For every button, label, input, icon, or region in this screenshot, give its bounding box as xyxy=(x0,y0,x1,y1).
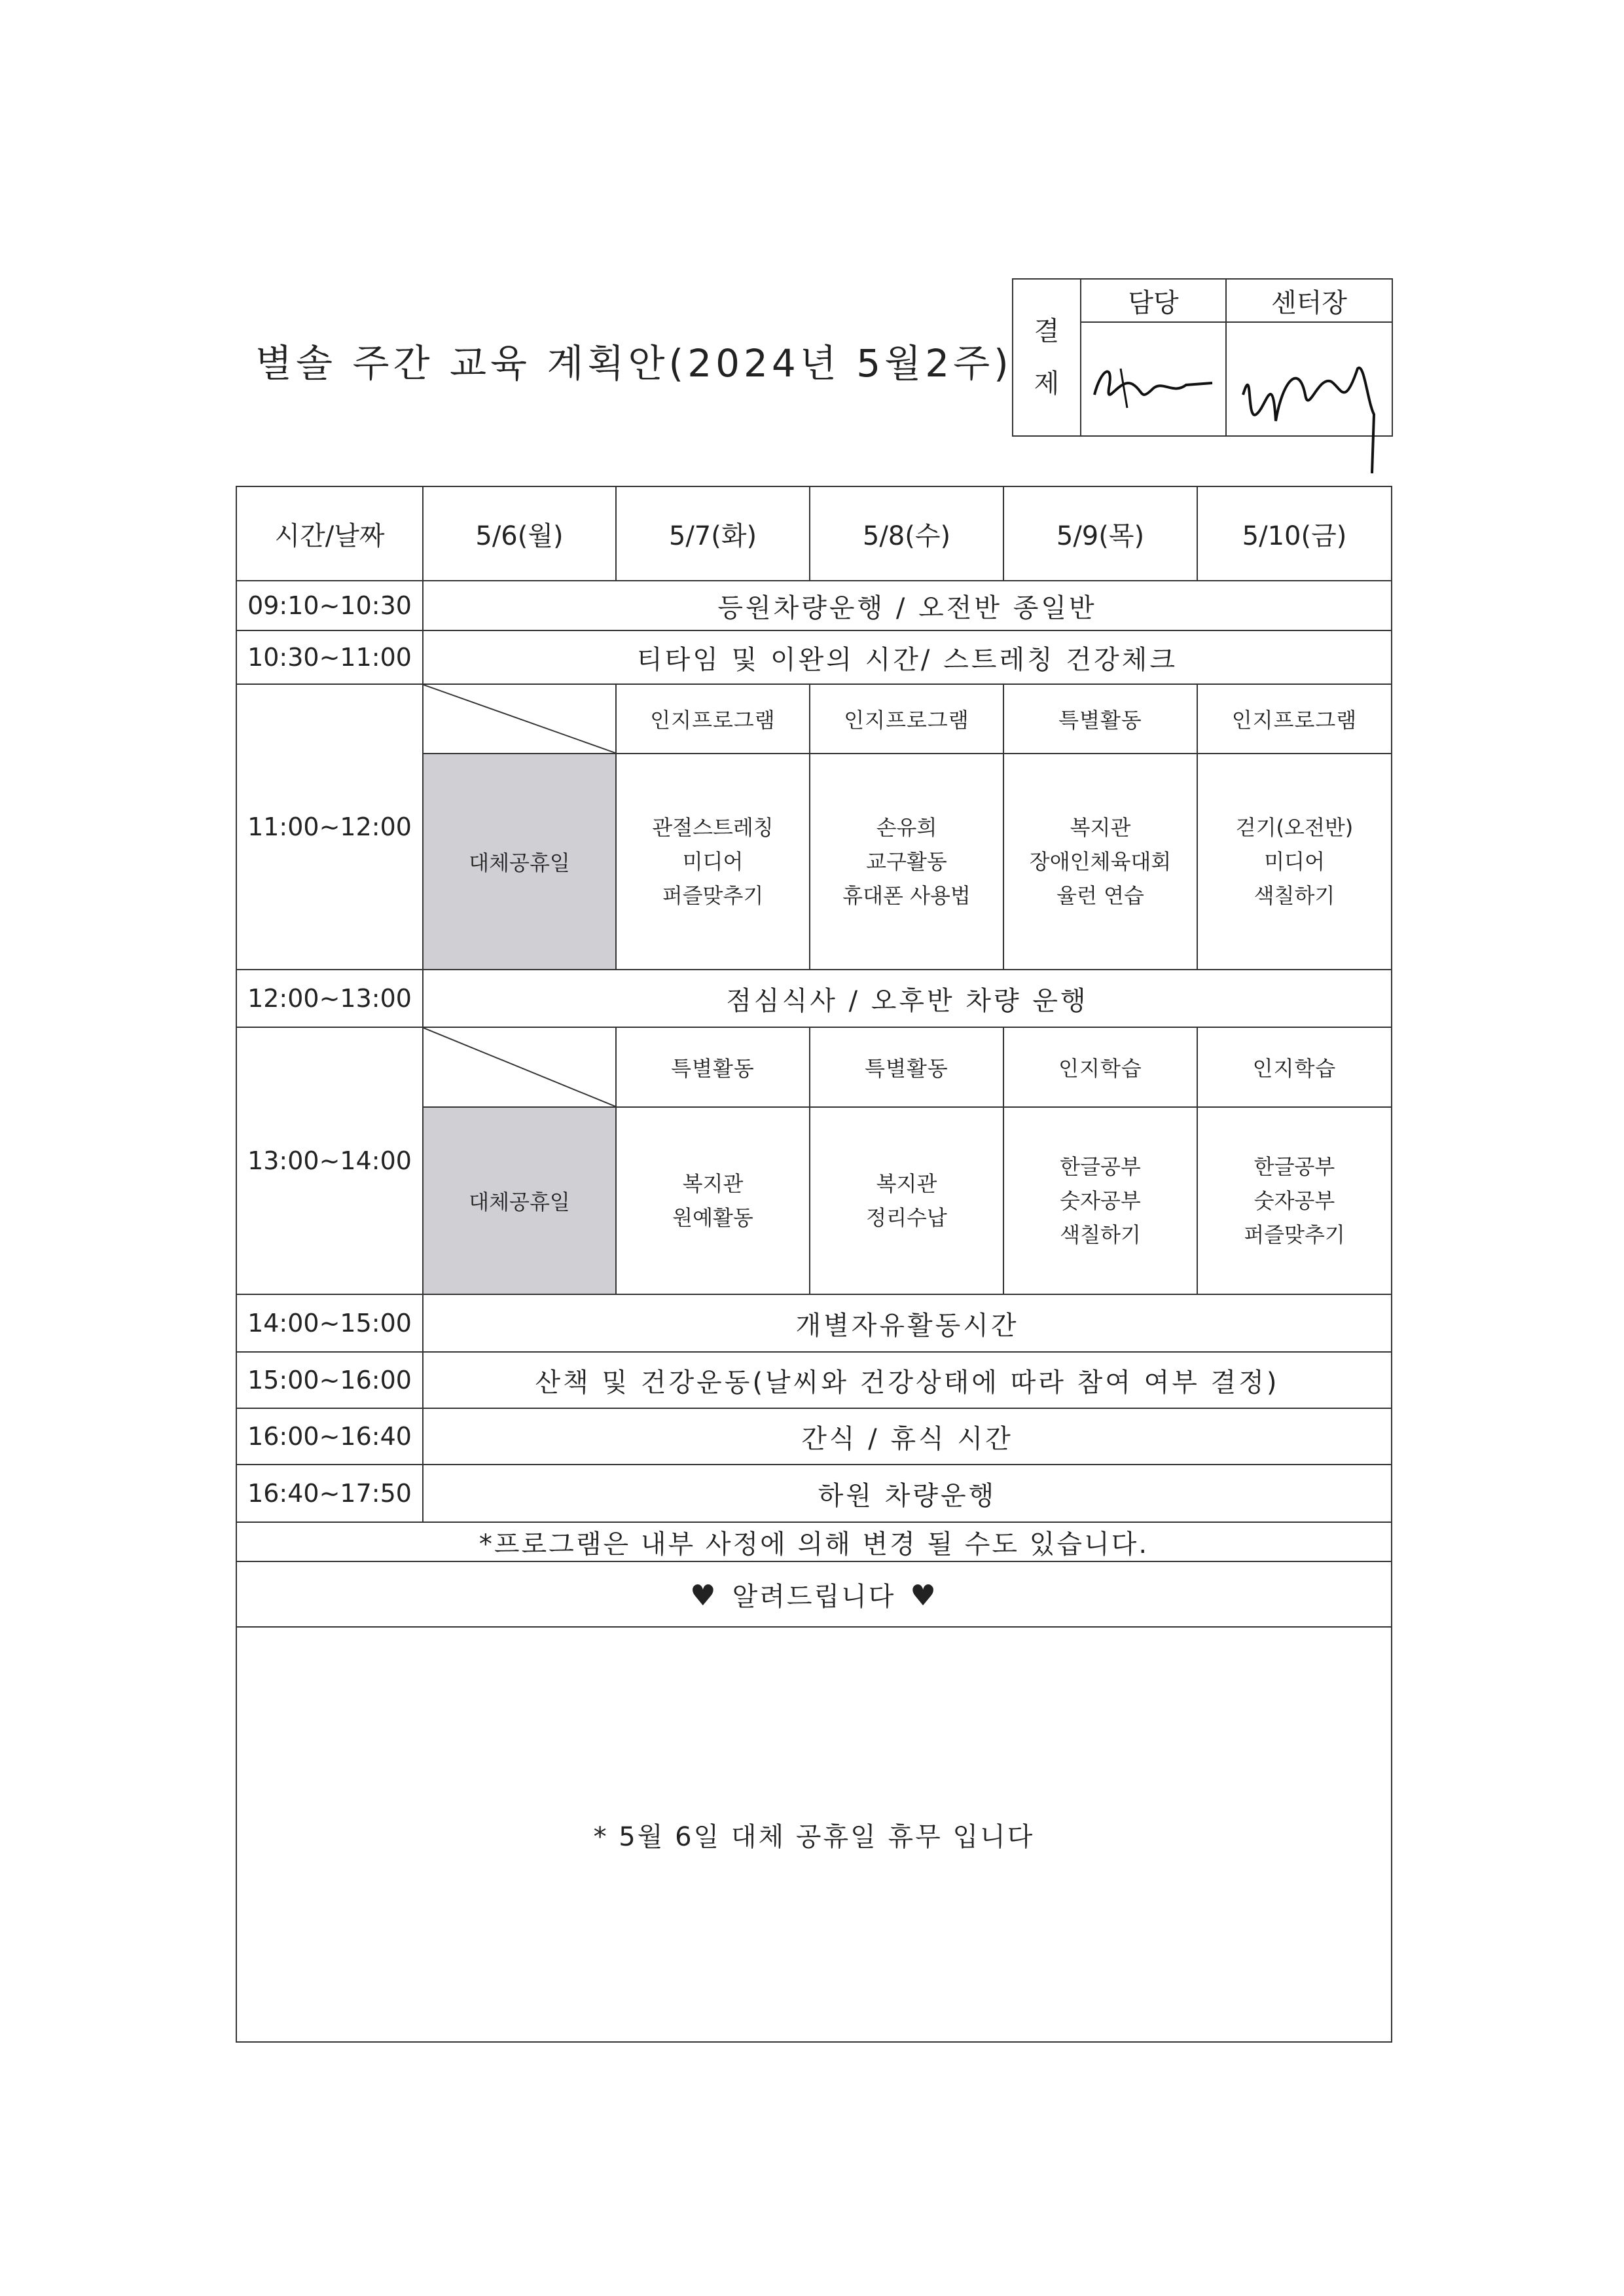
schedule-row xyxy=(236,1027,1392,1107)
schedule-row xyxy=(236,1294,1392,1352)
activity-line: 숫자공부 xyxy=(1254,1188,1335,1213)
header-day: 5/10(금) xyxy=(1197,486,1392,581)
diagonal-cell xyxy=(423,684,616,754)
time-slot: 16:00~16:40 xyxy=(236,1408,423,1465)
time-slot: 13:00~14:00 xyxy=(236,1027,423,1294)
activity-line: 교구활동 xyxy=(866,849,947,874)
schedule-table xyxy=(236,486,1392,2043)
activity-line: 율런 연습 xyxy=(1056,883,1144,908)
program-category: 특별활동 xyxy=(616,1027,810,1107)
activity-cell xyxy=(616,754,810,970)
activity-line: 정리수납 xyxy=(866,1205,947,1230)
activity-cell xyxy=(810,754,1003,970)
activity-line: 미디어 xyxy=(1264,849,1325,874)
activity-line: 원예활동 xyxy=(672,1205,753,1230)
footnote: *프로그램은 내부 사정에 의해 변경 될 수도 있습니다. xyxy=(236,1522,1392,1561)
program-category: 인지프로그램 xyxy=(616,684,810,754)
schedule-row xyxy=(236,1465,1392,1522)
heart-icon: ♥ xyxy=(690,1578,718,1613)
heart-icon: ♥ xyxy=(910,1578,938,1613)
notice-heading-row xyxy=(236,1561,1392,1627)
header-day: 5/7(화) xyxy=(616,486,810,581)
program-category: 인지프로그램 xyxy=(1197,684,1392,754)
diagonal-line xyxy=(424,685,615,753)
approval-role-director: 센터장 xyxy=(1226,279,1392,322)
schedule-row xyxy=(236,1352,1392,1408)
schedule-row xyxy=(236,1408,1392,1465)
activity-line: 한글공부 xyxy=(1254,1154,1335,1179)
activity-span: 산책 및 건강운동(날씨와 건강상태에 따라 참여 여부 결정) xyxy=(423,1352,1392,1408)
program-category: 인지프로그램 xyxy=(810,684,1003,754)
activity-line: 색칠하기 xyxy=(1254,883,1335,908)
header-row xyxy=(236,486,1392,581)
schedule-row xyxy=(236,684,1392,754)
activity-line: 숫자공부 xyxy=(1060,1188,1141,1213)
schedule-row xyxy=(236,630,1392,684)
program-category: 인지학습 xyxy=(1003,1027,1197,1107)
signature-manager xyxy=(1081,322,1226,436)
activity-span: 하원 차량운행 xyxy=(423,1465,1392,1522)
activity-span: 등원차량운행 / 오전반 종일반 xyxy=(423,581,1392,630)
approval-role-manager: 담당 xyxy=(1081,279,1226,322)
activity-cell xyxy=(1003,1107,1197,1294)
activity-span: 개별자유활동시간 xyxy=(423,1294,1392,1352)
schedule-row xyxy=(236,581,1392,630)
time-slot: 10:30~11:00 xyxy=(236,630,423,684)
activity-line: 색칠하기 xyxy=(1060,1222,1141,1247)
page-title: 별솔 주간 교육 계획안(2024년 5월2주) xyxy=(255,341,1013,386)
approval-side-label-1: 결 xyxy=(1034,316,1060,346)
schedule-row xyxy=(236,970,1392,1027)
activity-cell xyxy=(1003,754,1197,970)
activity-line: 복지관 xyxy=(876,1171,937,1196)
activity-line: 퍼즐맞추기 xyxy=(662,883,764,908)
time-slot: 16:40~17:50 xyxy=(236,1465,423,1522)
diagonal-line xyxy=(424,1028,615,1106)
activity-line: 복지관 xyxy=(1070,815,1131,840)
activity-cell xyxy=(616,1107,810,1294)
notice-heading xyxy=(236,1561,1392,1627)
activity-line: 걷기(오전반) xyxy=(1235,815,1354,840)
program-category: 특별활동 xyxy=(810,1027,1003,1107)
activity-line: 복지관 xyxy=(682,1171,744,1196)
approval-side-label-2: 제 xyxy=(1034,369,1060,399)
activity-cell xyxy=(1197,1107,1392,1294)
time-slot: 09:10~10:30 xyxy=(236,581,423,630)
header-day: 5/6(월) xyxy=(423,486,616,581)
activity-line: 미디어 xyxy=(682,849,744,874)
activity-span: 티타임 및 이완의 시간/ 스트레칭 건강체크 xyxy=(423,630,1392,684)
time-slot: 11:00~12:00 xyxy=(236,684,423,970)
notice-body: * 5월 6일 대체 공휴일 휴무 입니다 xyxy=(236,1627,1392,2042)
footnote-row xyxy=(236,1522,1392,1561)
activity-line: 손유희 xyxy=(876,815,937,840)
activity-line: 장애인체육대회 xyxy=(1029,849,1172,874)
activity-line: 퍼즐맞추기 xyxy=(1244,1222,1345,1247)
approval-side-label xyxy=(1013,279,1081,436)
header-time-label: 시간/날짜 xyxy=(236,486,423,581)
activity-cell xyxy=(1197,754,1392,970)
holiday-cell: 대체공휴일 xyxy=(423,1107,616,1294)
time-slot: 14:00~15:00 xyxy=(236,1294,423,1352)
activity-span: 간식 / 휴식 시간 xyxy=(423,1408,1392,1465)
time-slot: 12:00~13:00 xyxy=(236,970,423,1027)
notice-body-row xyxy=(236,1627,1392,2042)
approval-box xyxy=(1012,278,1393,437)
holiday-cell: 대체공휴일 xyxy=(423,754,616,970)
header-day: 5/8(수) xyxy=(810,486,1003,581)
diagonal-cell xyxy=(423,1027,616,1107)
program-category: 인지학습 xyxy=(1197,1027,1392,1107)
activity-span: 점심식사 / 오후반 차량 운행 xyxy=(423,970,1392,1027)
time-slot: 15:00~16:00 xyxy=(236,1352,423,1408)
activity-cell xyxy=(810,1107,1003,1294)
signature-director xyxy=(1226,322,1392,436)
activity-line: 한글공부 xyxy=(1060,1154,1141,1179)
header-day: 5/9(목) xyxy=(1003,486,1197,581)
activity-line: 관절스트레칭 xyxy=(652,815,774,840)
signature-manager-mark xyxy=(1081,323,1224,435)
activity-line: 휴대폰 사용법 xyxy=(842,883,971,908)
notice-heading-text: 알려드립니다 xyxy=(732,1581,896,1612)
program-category: 특별활동 xyxy=(1003,684,1197,754)
signature-director-mark xyxy=(1227,323,1392,473)
